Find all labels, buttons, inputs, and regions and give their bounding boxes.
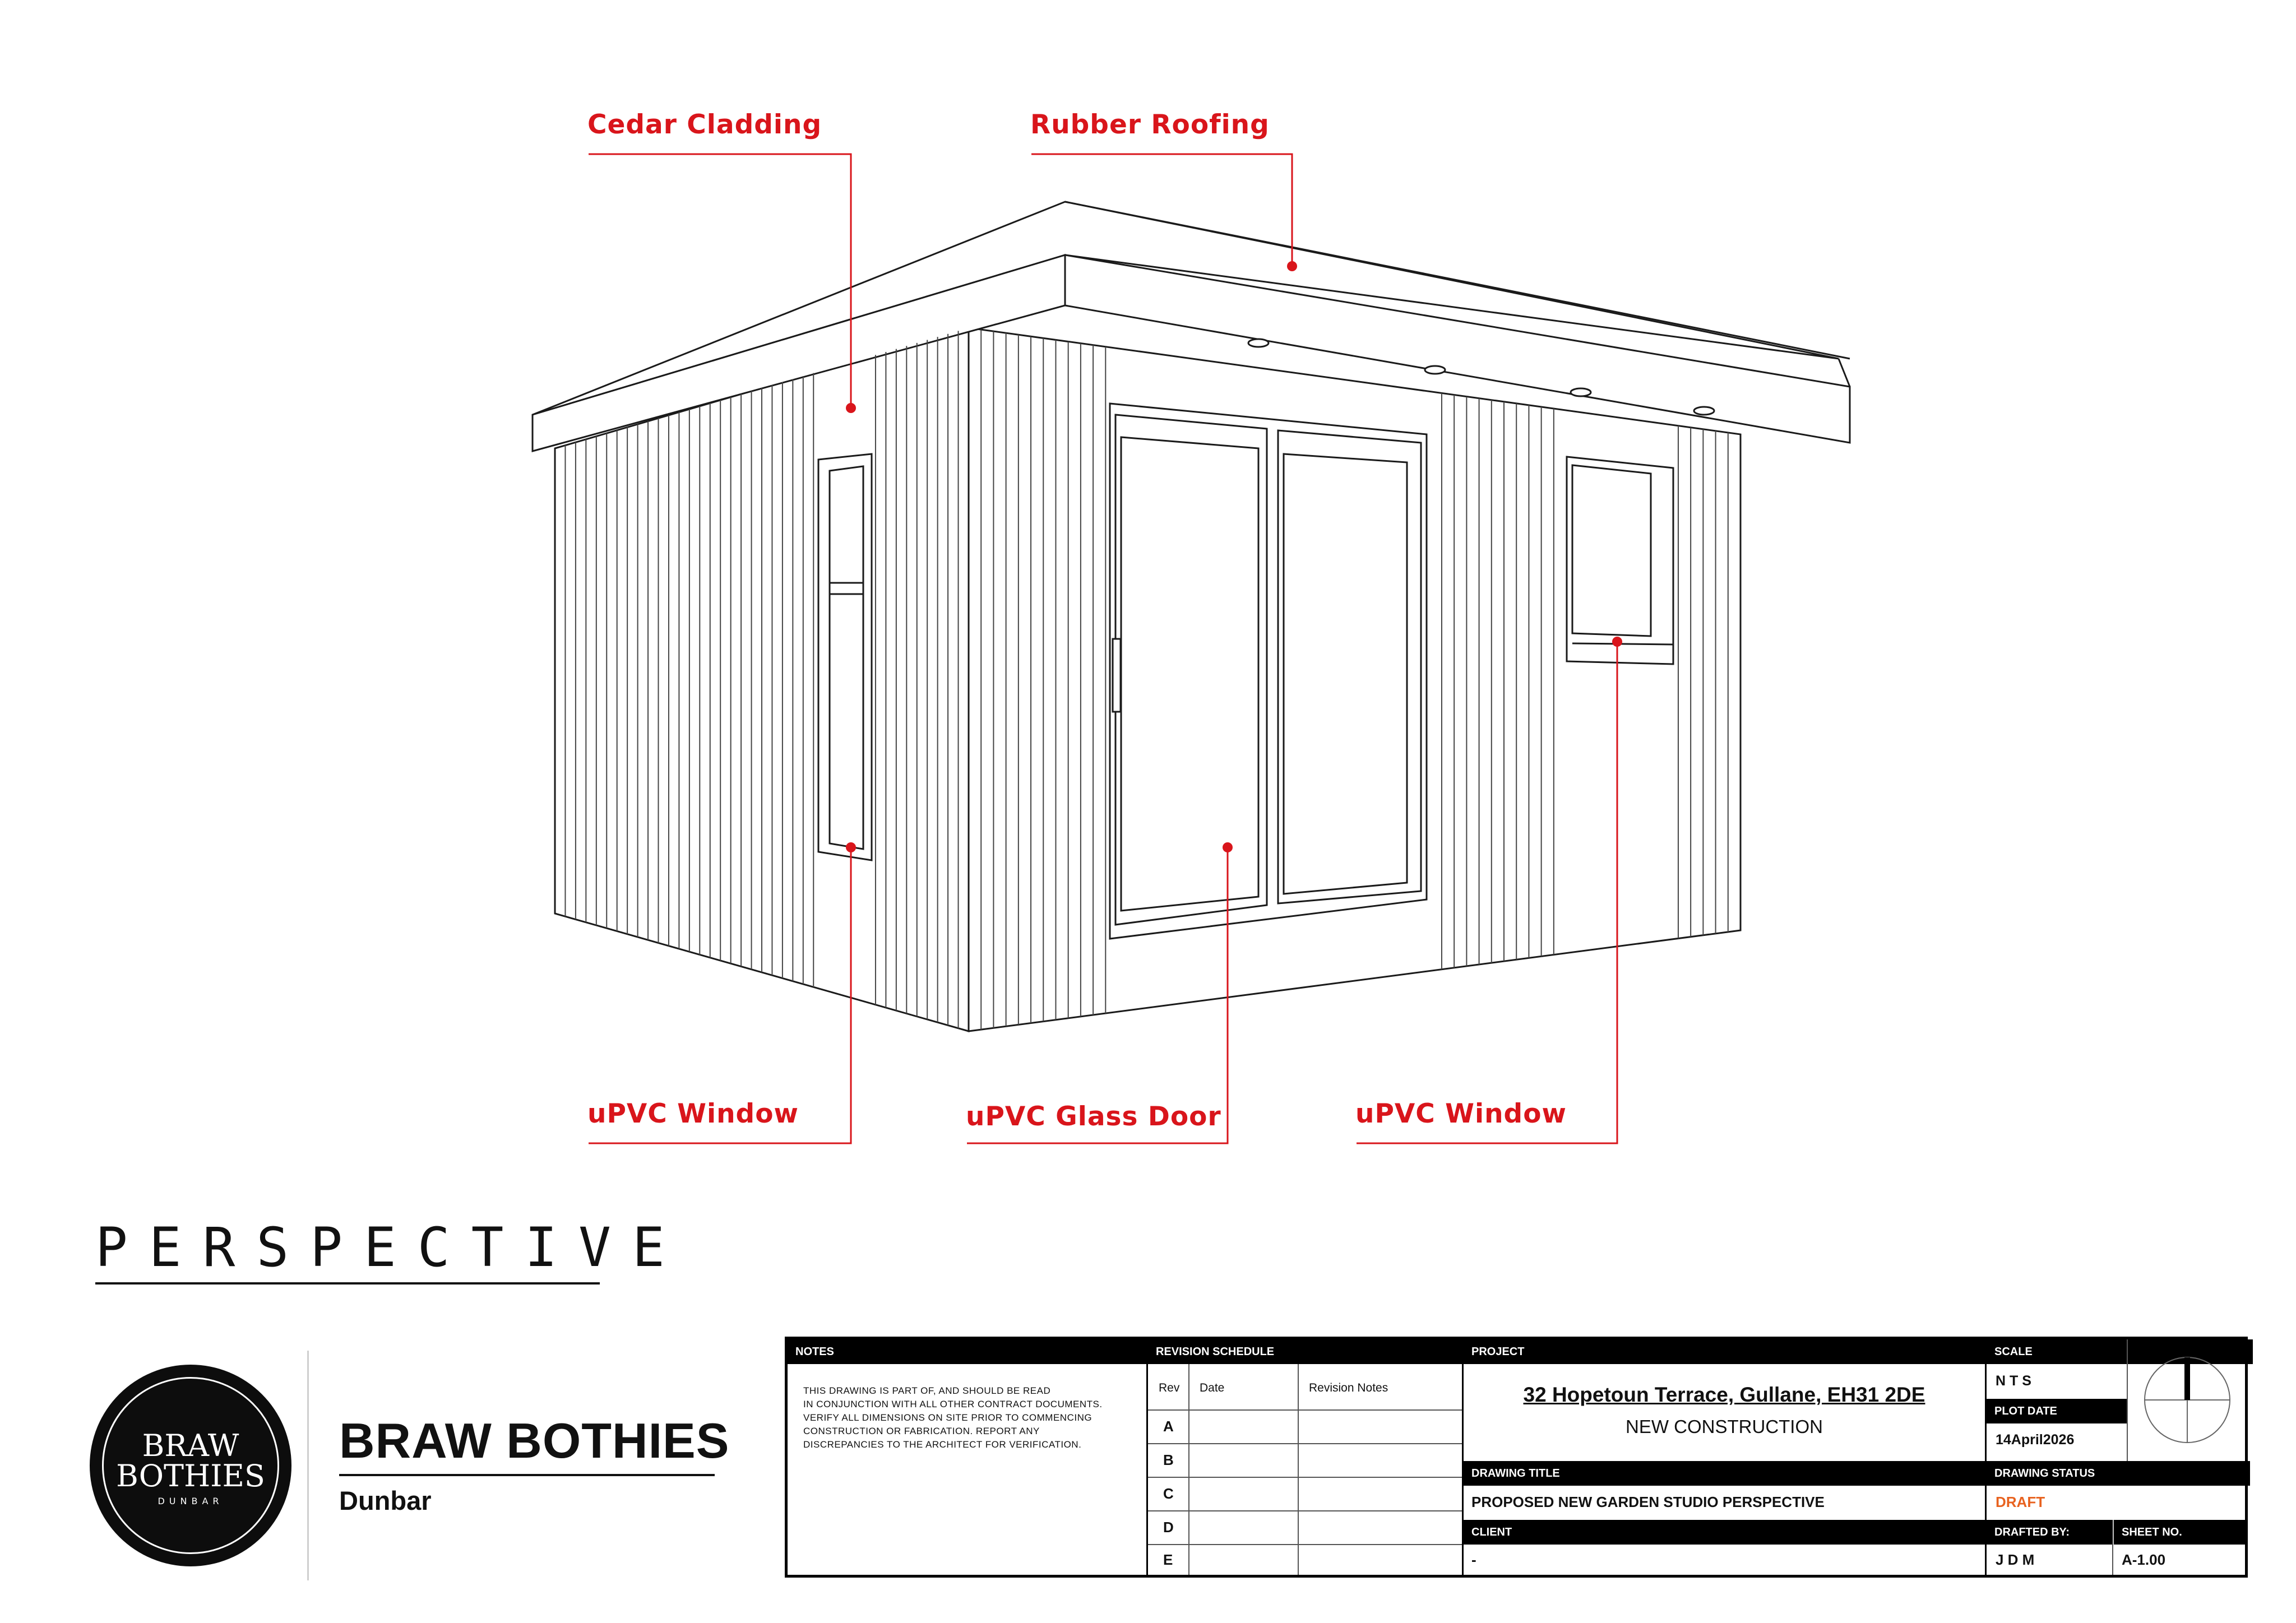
- divider-line: [1148, 1544, 1462, 1545]
- rev-e: E: [1163, 1551, 1173, 1568]
- north-arrow-icon: [2138, 1350, 2237, 1450]
- callout-upvc-glass-door: uPVC Glass Door: [966, 1101, 1221, 1132]
- divider-line: [1188, 1364, 1189, 1575]
- title-block: [785, 1337, 2248, 1578]
- client-value: -: [1471, 1551, 1476, 1568]
- divider-line: [1298, 1364, 1299, 1575]
- downlight: [1248, 339, 1269, 347]
- revision-header: REVISION SCHEDULE: [1148, 1339, 1462, 1364]
- braw-bothies-logo: [90, 1365, 291, 1566]
- callout-upvc-window-left: uPVC Window: [587, 1098, 799, 1129]
- drawing-title-header: DRAWING TITLE: [1464, 1461, 1985, 1486]
- callout-dot: [846, 842, 856, 852]
- notes-text: THIS DRAWING IS PART OF, AND SHOULD BE READ IN CONJUNCTION WITH ALL OTHER CONTRACT DOCUMENTS. VERIFY ALL DIMENSIONS ON SITE PRIOR TO COMMENCING CONSTRUCTION OR FABRICATION. REPORT ANY DISCREPANCIES TO THE ARCHITECT FOR VERIFICATION.: [803, 1385, 1103, 1450]
- downlight: [1694, 407, 1714, 415]
- drawing-status-value: DRAFT: [1996, 1494, 2045, 1510]
- drawing-status-header: DRAWING STATUS: [1987, 1461, 2250, 1486]
- revision-notes-col-header: Revision Notes: [1309, 1381, 1388, 1394]
- project-address: 32 Hopetoun Terrace, Gullane, EH31 2DE: [1523, 1383, 1925, 1406]
- logo-town: DUNBAR: [158, 1496, 224, 1506]
- sheet-no-value: A-1.00: [2122, 1551, 2166, 1568]
- divider-line: [1148, 1443, 1462, 1444]
- drawing-title: PROPOSED NEW GARDEN STUDIO PERSPECTIVE: [1471, 1494, 1825, 1510]
- logo-name-line1: BRAW: [142, 1428, 239, 1463]
- plot-date-value: 14April2026: [1996, 1432, 2075, 1448]
- rev-d: D: [1163, 1519, 1174, 1536]
- divider-line: [1146, 1339, 1148, 1575]
- notes-header: NOTES: [788, 1339, 1146, 1364]
- callout-rubber-roofing: Rubber Roofing: [1030, 109, 1270, 140]
- view-title-underline: [95, 1282, 600, 1285]
- brand-underline: [339, 1474, 715, 1476]
- brand-town: Dunbar: [339, 1486, 432, 1515]
- rev-c: C: [1163, 1485, 1174, 1502]
- divider-line: [1148, 1409, 1462, 1411]
- drafted-by-header: DRAFTED BY:: [1987, 1520, 2112, 1545]
- callout-dot: [846, 403, 856, 413]
- downlight: [1571, 388, 1591, 396]
- logo-name-line2: BOTHIES: [116, 1458, 265, 1494]
- project-type: NEW CONSTRUCTION: [1626, 1416, 1823, 1437]
- callout-cedar-cladding: Cedar Cladding: [587, 109, 822, 140]
- client-header: CLIENT: [1464, 1520, 1985, 1545]
- brand-divider: [307, 1351, 309, 1580]
- plot-date-header: PLOT DATE: [1987, 1399, 2127, 1423]
- rev-b: B: [1163, 1452, 1174, 1468]
- brand-name: BRAW BOTHIES: [339, 1413, 730, 1468]
- callout-dot: [1287, 261, 1297, 271]
- project-header: PROJECT: [1464, 1339, 1985, 1364]
- divider-line: [2112, 1520, 2113, 1575]
- sheet-no-header: SHEET NO.: [2114, 1520, 2245, 1545]
- callout-upvc-window-right: uPVC Window: [1355, 1098, 1567, 1129]
- divider-line: [2127, 1339, 2128, 1461]
- rev-col-header: Rev: [1159, 1381, 1180, 1394]
- scale-value: N T S: [1996, 1373, 2031, 1389]
- downlight: [1425, 366, 1445, 374]
- rev-a: A: [1163, 1418, 1174, 1435]
- divider-line: [1148, 1510, 1462, 1511]
- scale-header: SCALE: [1987, 1339, 2253, 1364]
- drafted-by-value: J D M: [1996, 1551, 2035, 1568]
- callout-dot: [1612, 637, 1622, 647]
- divider-line: [1148, 1477, 1462, 1478]
- date-col-header: Date: [1200, 1381, 1225, 1394]
- view-title: PERSPECTIVE: [95, 1216, 686, 1279]
- callout-dot: [1223, 842, 1233, 852]
